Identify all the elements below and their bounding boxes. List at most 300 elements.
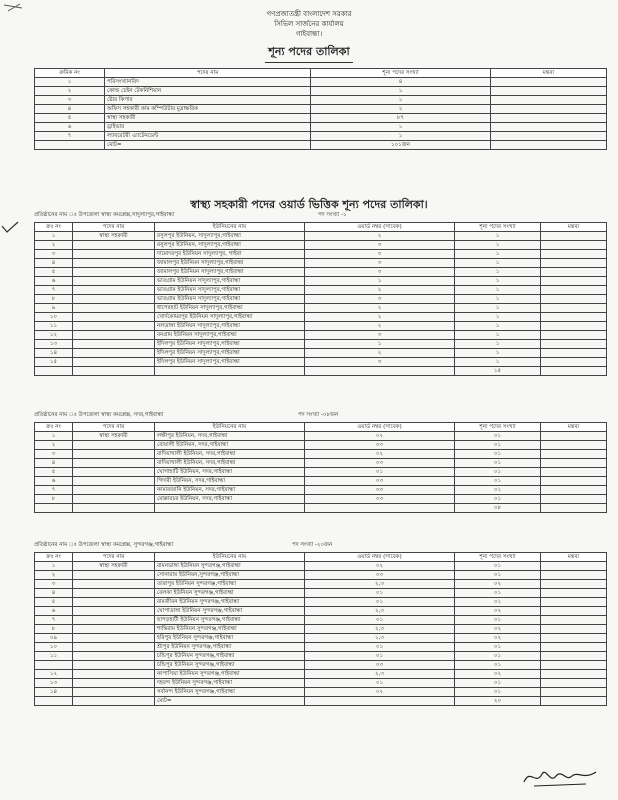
table-row (35, 661, 607, 670)
union-cell: খোর্দকোমরপুর ইউনিয়ন সাদুল্যাপুর,গাইবান্ধা (155, 313, 305, 322)
table-row (35, 232, 607, 241)
col-union: ইউনিয়নের নাম (155, 553, 305, 562)
union-cell: ইদিলপুর ইউনিয়ন সাদুল্যাপুর,গাইবান্ধা (155, 349, 305, 358)
post-cell: অফিস সহকারী কাম কম্পিউটার মুদ্রাক্ষরিক (105, 105, 311, 114)
serial-cell: ১৩ (35, 340, 73, 349)
col-post: পদের নাম (73, 553, 155, 562)
serial-cell: ৫ (35, 268, 73, 277)
post-cell (73, 607, 155, 616)
table-row (35, 688, 607, 697)
total-row (35, 504, 607, 513)
vacancy-cell: ১ (455, 250, 541, 259)
vacancy-cell: ১ (455, 358, 541, 367)
serial-cell: ৩ (35, 450, 73, 459)
serial-cell: ৩ (35, 96, 105, 105)
vacancy-cell: ০২ (455, 634, 541, 643)
col-post: পদের নাম (73, 223, 155, 232)
serial-cell: ১০ (35, 313, 73, 322)
remarks-cell (541, 441, 607, 450)
union-cell: রামজীবন ইউনিয়ন সুন্দরগঞ্জ,গাইবান্ধা (155, 598, 305, 607)
serial-cell: ৭ (35, 616, 73, 625)
post-cell (73, 643, 155, 652)
union-cell: শান্তিরাম ইউনিয়ন সুন্দরগঞ্জ,গাইবান্ধা (155, 625, 305, 634)
union-cell: তারাপুর ইউনিয়ন সুন্দরগঞ্জ,গাইবান্ধা (155, 580, 305, 589)
remarks-cell (491, 96, 607, 105)
vacancy-cell: ১ (455, 277, 541, 286)
col-serial: ক্রঃ নং (35, 223, 73, 232)
post-cell (73, 468, 155, 477)
vacancy-cell: ০১ (455, 589, 541, 598)
post-cell (73, 322, 155, 331)
signature (520, 764, 600, 790)
serial-cell: ৬ (35, 277, 73, 286)
remarks-cell (541, 268, 607, 277)
vacancy-cell: ০১ (455, 432, 541, 441)
union-cell: হরিপুর ইউনিয়ন সুন্দরগঞ্জ,গাইবান্ধা (155, 634, 305, 643)
ward-cell: ১ (305, 340, 455, 349)
table-row (35, 643, 607, 652)
table-row (35, 331, 607, 340)
ward-cell: ০১ (305, 643, 455, 652)
ward-cell: ৩ (305, 331, 455, 340)
table-row (35, 679, 607, 688)
remarks-cell (541, 607, 607, 616)
vacancy-cell: ০২ (455, 607, 541, 616)
serial-cell: ৩ (35, 580, 73, 589)
vacancy-cell: ১০১জন (311, 141, 491, 150)
empty-cell (155, 504, 305, 513)
serial-cell: ৪ (35, 105, 105, 114)
vacancy-cell: ০১ (455, 688, 541, 697)
table-row (35, 625, 607, 634)
serial-cell: ৯ (35, 304, 73, 313)
empty-cell (541, 504, 607, 513)
union-cell: ভাতগ্রাম ইউনিয়ন সাদুল্যাপুর,গাইবান্ধা (155, 286, 305, 295)
vacancy-cell: ১ (455, 241, 541, 250)
union-cell: ধাপেরহাট ইউনিয়ন সাদুল্যাপুর,গাইবান্ধা (155, 304, 305, 313)
remarks-cell (541, 468, 607, 477)
post-cell (73, 616, 155, 625)
post-cell (73, 304, 155, 313)
table-row (35, 132, 607, 141)
ward-cell: ৩ (305, 250, 455, 259)
remarks-cell (541, 589, 607, 598)
post-cell (73, 313, 155, 322)
post-cell: ল্যাবরেটরী এ্যাটেনডেন্ট (105, 132, 311, 141)
ward-cell: ২ (305, 304, 455, 313)
post-count-sundarganj: পদ সংখ্যা -২০জন (292, 542, 333, 548)
union-cell: বামনডাঙ্গা ইউনিয়ন সুন্দরগঞ্জ,গাইবান্ধা (155, 562, 305, 571)
remarks-cell (541, 304, 607, 313)
ward-cell: ০১ (305, 589, 455, 598)
remarks-cell (541, 634, 607, 643)
union-cell: সর্বানন্দ ইউনিয়ন সুন্দরগঞ্জ,গাইবান্ধা (155, 688, 305, 697)
ward-cell: ১,৩ (305, 634, 455, 643)
empty-cell (73, 367, 155, 376)
table-row (35, 495, 607, 504)
post-cell: স্বাস্থ্য সহকারী (105, 114, 311, 123)
remarks-cell (541, 250, 607, 259)
serial-cell: ১০ (35, 643, 73, 652)
union-cell: চন্ডিপুর ইউনিয়ন সুন্দরগঞ্জ,গাইবান্ধা (155, 661, 305, 670)
col-serial: ক্রঃ নং (35, 423, 73, 432)
remarks-cell (541, 580, 607, 589)
remarks-cell (491, 123, 607, 132)
vacancy-cell: ০২ (455, 625, 541, 634)
remarks-cell (541, 616, 607, 625)
union-cell: বোয়ালী ইউনিয়ন, সদর,গাইবান্ধা (155, 441, 305, 450)
serial-cell: ১২ (35, 331, 73, 340)
vacancy-cell: ১ (311, 87, 491, 96)
table-row (35, 634, 607, 643)
vacancy-cell: ১ (455, 349, 541, 358)
serial-cell: ২ (35, 571, 73, 580)
empty-cell (305, 504, 455, 513)
ward-cell: ২ (305, 286, 455, 295)
serial-cell: ৫ (35, 598, 73, 607)
union-cell: গিদারী ইউনিয়ন, সদর,গাইবান্ধা (155, 477, 305, 486)
govt-header: গণপ্রজাতন্ত্রী বাংলাদেশ সরকার (266, 10, 352, 18)
vacancy-cell: ১ (455, 232, 541, 241)
ward-cell (305, 697, 455, 706)
serial-cell: ২ (35, 87, 105, 96)
union-cell: ঘোপাডাঙ্গা ইউনিয়ন সুন্দরগঞ্জ,গাইবান্ধা (155, 607, 305, 616)
vacancy-cell: ০১ (455, 486, 541, 495)
vacancy-cell: ১ (311, 123, 491, 132)
col-vacancy: শূন্য পদের সংখ্যা (455, 223, 541, 232)
serial-cell: ৪ (35, 589, 73, 598)
union-cell: ভাতগ্রাম ইউনিয়ন সাদুল্যাপুর,গাইবান্ধা (155, 277, 305, 286)
vacancy-cell: ০১ (455, 571, 541, 580)
remarks-cell (541, 259, 607, 268)
serial-cell: ১ (35, 432, 73, 441)
total-cell: ০৮ (455, 504, 541, 513)
ward-cell: ৩ (305, 358, 455, 367)
ward-cell: ০১ (305, 598, 455, 607)
remarks-cell (541, 625, 607, 634)
empty-cell (35, 504, 73, 513)
table-row (35, 562, 607, 571)
col-union: ইউনিয়নের নাম (155, 223, 305, 232)
col-ward: ওয়ার্ড নম্বর (সাবেক) (305, 553, 455, 562)
vacancy-cell: ১ (455, 295, 541, 304)
post-cell (73, 459, 155, 468)
vacancy-cell: ০১ (455, 616, 541, 625)
table-row (35, 697, 607, 706)
vacancy-cell: ০১ (455, 643, 541, 652)
serial-cell: ৮ (35, 295, 73, 304)
post-cell (73, 286, 155, 295)
serial-cell: ৫ (35, 468, 73, 477)
post-cell (73, 688, 155, 697)
vacancy-cell: ০১ (455, 495, 541, 504)
remarks-cell (541, 477, 607, 486)
col-union: ইউনিয়নের নাম (155, 423, 305, 432)
ward-cell: ০৩ (305, 459, 455, 468)
ward-cell: ৩ (305, 295, 455, 304)
table-row (35, 295, 607, 304)
col-vacancy: শূন্য পদের সংখ্যা (311, 69, 491, 78)
ward-cell: ০৩ (305, 571, 455, 580)
ward-cell: ২ (305, 349, 455, 358)
table-row (35, 123, 607, 132)
table-row (35, 259, 607, 268)
serial-cell: ৭ (35, 286, 73, 295)
vacancy-summary-table (34, 68, 607, 150)
post-cell (73, 625, 155, 634)
vacancy-cell: ২০ (455, 697, 541, 706)
ward-cell: ৩ (305, 241, 455, 250)
post-cell (73, 634, 155, 643)
union-cell: দামোদরপুর ইউনিয়ন সাদুল্যাপুর, গাইবা (155, 250, 305, 259)
ward-cell: ০২ (305, 432, 455, 441)
union-cell: দহবন্দ ইউনিয়ন সুন্দরগঞ্জ,গাইবান্ধা (155, 679, 305, 688)
ward-cell: ০১ (305, 652, 455, 661)
serial-cell: ১৪ (35, 688, 73, 697)
post-cell: ড্রাইভার (105, 123, 311, 132)
remarks-cell (541, 349, 607, 358)
table-row (35, 652, 607, 661)
post-cell (73, 358, 155, 367)
post-cell (73, 241, 155, 250)
vacancy-cell: ০১ (455, 652, 541, 661)
serial-cell: ৫ (35, 114, 105, 123)
union-cell: চন্ডিপুর ইউনিয়ন সুন্দরগঞ্জ,গাইবান্ধা (155, 652, 305, 661)
union-cell: কাপাসিয়া ইউনিয়ন সুন্দরগঞ্জ,গাইবান্ধা (155, 670, 305, 679)
post-cell (73, 486, 155, 495)
col-ward: ওয়ার্ড নম্বর (সাবেক) (305, 423, 455, 432)
post-cell (73, 670, 155, 679)
serial-cell: ৩ (35, 250, 73, 259)
vacancy-cell: ২ (311, 105, 491, 114)
post-cell (73, 580, 155, 589)
remarks-cell (541, 697, 607, 706)
serial-cell: ১১ (35, 652, 73, 661)
serial-cell (35, 141, 105, 150)
remarks-cell (541, 652, 607, 661)
serial-cell: ৭ (35, 132, 105, 141)
remarks-cell (541, 571, 607, 580)
remarks-cell (541, 495, 607, 504)
table-row (35, 459, 607, 468)
post-cell (73, 295, 155, 304)
serial-cell: ১৩ (35, 679, 73, 688)
table-row (35, 105, 607, 114)
ward-cell: ০৩ (305, 477, 455, 486)
post-cell (73, 571, 155, 580)
district-header: গাইবান্ধা। (295, 30, 323, 38)
table-row (35, 96, 607, 105)
table-row (35, 486, 607, 495)
serial-cell (35, 661, 73, 670)
post-cell (73, 477, 155, 486)
table-row (35, 589, 607, 598)
union-cell: রসুলপুর ইউনিয়ন, সাদুল্যাপুর,গাইবান্ধা (155, 241, 305, 250)
table-row (35, 268, 607, 277)
vacancy-cell: ০১ (455, 450, 541, 459)
serial-cell: ৬ (35, 477, 73, 486)
vacancy-cell: ১ (455, 340, 541, 349)
ward-cell: ১ (305, 277, 455, 286)
ward-vacancy-title: স্বাস্থ্য সহকারী পদের ওয়ার্ড ভিত্তিক শূন্য পদের তালিকা। (190, 198, 428, 211)
table-row (35, 340, 607, 349)
ward-cell: ২ (305, 313, 455, 322)
empty-cell (35, 367, 73, 376)
ward-cell: ২,৩ (305, 670, 455, 679)
serial-cell (35, 697, 73, 706)
remarks-cell (491, 114, 607, 123)
col-post: পদের নাম (73, 423, 155, 432)
vacancy-cell: ০২ (455, 580, 541, 589)
remarks-cell (541, 670, 607, 679)
empty-cell (305, 367, 455, 376)
vacancy-cell: ০১ (455, 661, 541, 670)
table-row (35, 670, 607, 679)
ward-cell: ০২ (305, 562, 455, 571)
remarks-cell (491, 105, 607, 114)
col-remarks: মন্তব্য (541, 553, 607, 562)
table-row (35, 598, 607, 607)
serial-cell: ৬ (35, 607, 73, 616)
post-cell (73, 349, 155, 358)
remarks-cell (541, 232, 607, 241)
table-row (35, 114, 607, 123)
ward-cell: ৩ (305, 259, 455, 268)
sundarganj-table (34, 552, 607, 706)
ward-cell: ২,৩ (305, 607, 455, 616)
vacancy-cell: ১ (455, 286, 541, 295)
remarks-cell (491, 87, 607, 96)
table-row (35, 277, 607, 286)
remarks-cell (541, 598, 607, 607)
vacancy-cell: ০১ (455, 598, 541, 607)
vacancy-cell: ০২ (455, 670, 541, 679)
vacancy-cell: ৮৭ (311, 114, 491, 123)
vacancy-list-title: শূন্য পদের তালিকা (265, 43, 352, 63)
remarks-cell (541, 432, 607, 441)
remarks-cell (541, 241, 607, 250)
post-cell (73, 589, 155, 598)
vacancy-cell: ১ (455, 313, 541, 322)
union-cell: বনগ্রাম ইউনিয়ন সাদুল্যাপুর,গাইবান্ধা (155, 331, 305, 340)
remarks-cell (541, 295, 607, 304)
union-cell: ঘোগাহাটি ইউনিয়ন, সদর,গাইবান্ধা (155, 468, 305, 477)
col-remarks: মন্তব্য (491, 69, 607, 78)
serial-cell: ১৪ (35, 349, 73, 358)
post-cell (73, 259, 155, 268)
remarks-cell (541, 459, 607, 468)
remarks-cell (541, 688, 607, 697)
union-cell: বাদিয়াখালী ইউনিয়ন, সদর,গাইবান্ধা (155, 450, 305, 459)
post-cell (73, 250, 155, 259)
post-cell (73, 340, 155, 349)
col-ward: ওয়ার্ড নম্বর (সাবেক) (305, 223, 455, 232)
remarks-cell (541, 313, 607, 322)
table-row (35, 87, 607, 96)
post-cell: স্বাস্থ্য সহকারী (73, 232, 155, 241)
serial-cell: ২ (35, 441, 73, 450)
serial-cell: ৪ (35, 459, 73, 468)
vacancy-cell: ১ (311, 132, 491, 141)
remarks-cell (541, 661, 607, 670)
serial-cell: ১ (35, 78, 105, 87)
remarks-cell (541, 331, 607, 340)
table-row (35, 78, 607, 87)
remarks-cell (541, 643, 607, 652)
post-cell (73, 450, 155, 459)
post-cell (73, 268, 155, 277)
empty-cell (155, 367, 305, 376)
serial-cell: ১২ (35, 670, 73, 679)
remarks-cell (541, 340, 607, 349)
post-cell: কোল্ড চেইন টেকনিশিয়ান (105, 87, 311, 96)
empty-cell (73, 504, 155, 513)
vacancy-cell: ১ (455, 304, 541, 313)
remarks-cell (541, 358, 607, 367)
serial-cell: ৮ (35, 495, 73, 504)
union-cell: ভাতগ্রাম ইউনিয়ন সাদুল্যাপুর,গাইবান্ধা (155, 295, 305, 304)
table-row (35, 477, 607, 486)
union-cell: বেলকা ইউনিয়ন সুন্দরগঞ্জ,গাইবান্ধা (155, 589, 305, 598)
remarks-cell (541, 562, 607, 571)
union-cell: ইদিলপুর ইউনিয়ন সাদুল্যাপুর,গাইবান্ধা (155, 340, 305, 349)
institution-sadar: প্রতিষ্ঠানের নাম ঃ উপজেলা স্বাস্থ্য কমপ্লেক্স, সদর,গাইবান্ধা (34, 412, 164, 418)
table-row (35, 450, 607, 459)
post-cell (73, 652, 155, 661)
empty-cell (541, 367, 607, 376)
sadar-table (34, 422, 607, 513)
union-cell: সোনারায় ইউনিয়ন,সুন্দরগঞ্জ,গাইবান্ধা (155, 571, 305, 580)
ward-cell: ০৩ (305, 495, 455, 504)
serial-cell: ০৯ (35, 634, 73, 643)
vacancy-cell: ৪ (311, 78, 491, 87)
serial-cell: ৪ (35, 259, 73, 268)
serial-cell: ২ (35, 241, 73, 250)
serial-cell: ১৫ (35, 358, 73, 367)
post-cell: ষ্টোর কিপার (105, 96, 311, 105)
remarks-cell (541, 322, 607, 331)
vacancy-cell: ১ (455, 322, 541, 331)
table-row (35, 441, 607, 450)
total-cell: ১৫ (455, 367, 541, 376)
col-vacancy: শূন্য পদের সংখ্যা (455, 423, 541, 432)
union-cell: কামারজানি ইউনিয়ন, সদর,গাইবান্ধা (155, 486, 305, 495)
table-row (35, 432, 607, 441)
table-row (35, 580, 607, 589)
table-row (35, 241, 607, 250)
vacancy-cell: ০১ (455, 459, 541, 468)
remarks-cell (541, 486, 607, 495)
post-cell (73, 277, 155, 286)
post-cell: স্বাস্থ্য সহকারী (73, 432, 155, 441)
post-cell: মোট= (105, 141, 311, 150)
col-post: পদের নাম (105, 69, 311, 78)
post-cell (73, 598, 155, 607)
post-cell (73, 697, 155, 706)
sadullapur-table (34, 222, 607, 376)
ward-cell: ০১ (305, 468, 455, 477)
table-row (35, 250, 607, 259)
col-remarks: মন্তব্য (541, 423, 607, 432)
ward-cell: ০৩ (305, 441, 455, 450)
table-row (35, 322, 607, 331)
union-cell: জামালপুর ইউনিয়ন সাদুল্যাপুর,গাইবান্ধা (155, 268, 305, 277)
table-row (35, 616, 607, 625)
remarks-cell (491, 141, 607, 150)
serial-cell: ৭ (35, 486, 73, 495)
table-row (35, 304, 607, 313)
ward-cell: ০৩ (305, 486, 455, 495)
